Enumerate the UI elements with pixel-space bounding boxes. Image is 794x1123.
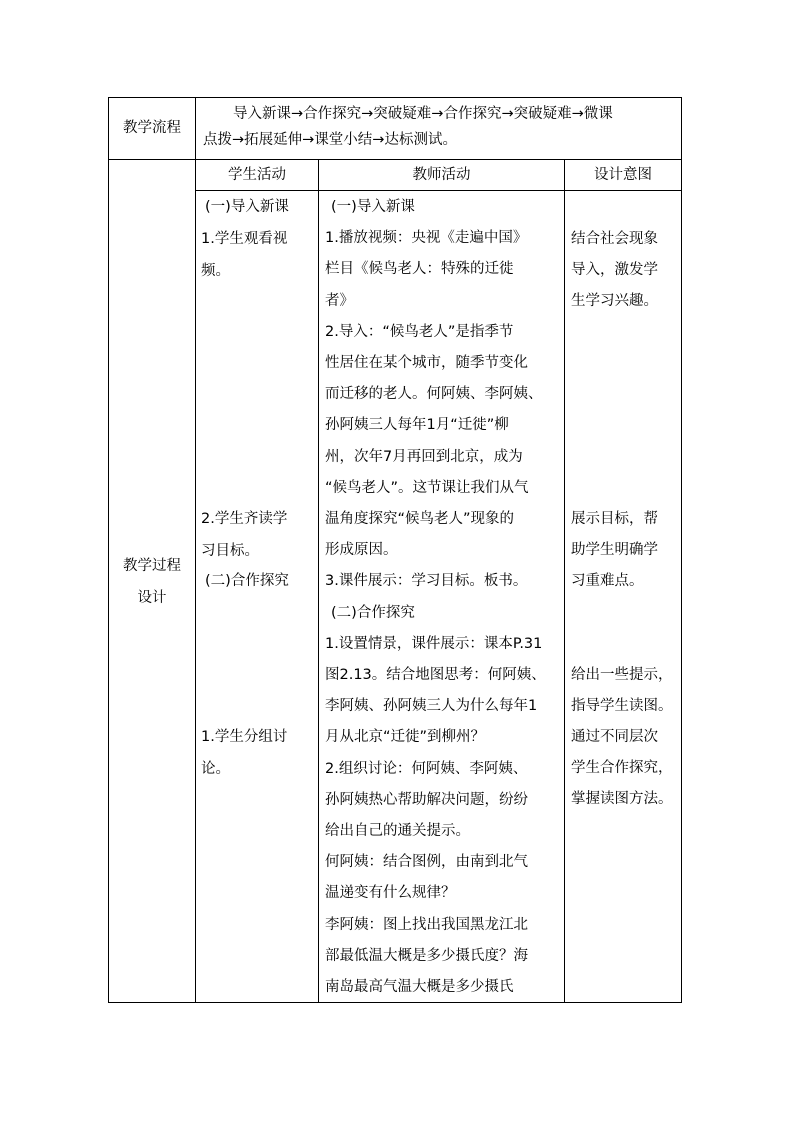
intent-line: 结合社会现象 (571, 231, 658, 247)
student-section-1: (一)导入新课 (205, 199, 289, 215)
teacher-line: 李阿姨：图上找出我国黑龙江北 (325, 917, 528, 933)
header-teacher: 教师活动 (412, 167, 471, 183)
teacher-line: 1.设置情景，课件展示：课本P.31 (325, 636, 543, 652)
student-item-3-line-2: 论。 (201, 761, 230, 777)
teacher-line: (一)导入新课 (331, 199, 415, 215)
process-label-line-1: 教学过程 (123, 558, 181, 574)
student-item-2-line-1: 2.学生齐读学 (201, 511, 288, 527)
teacher-line: 性居住在某个城市，随季节变化 (325, 355, 528, 371)
teacher-line: 温角度探究“候鸟老人”现象的 (325, 511, 515, 527)
student-item-1-line-1: 1.学生观看视 (201, 231, 288, 247)
student-item-1-line-2: 频。 (201, 263, 230, 279)
flow-label: 教学流程 (123, 120, 181, 136)
intent-line: 导入，激发学 (571, 262, 658, 278)
teacher-line: 而迁移的老人。何阿姨、李阿姨、 (325, 386, 543, 402)
teacher-line: 者》 (325, 293, 354, 309)
teacher-line: 3.课件展示：学习目标。板书。 (325, 573, 528, 589)
teacher-line: “候鸟老人”。这节课让我们从气 (325, 480, 529, 496)
process-label-cell (110, 553, 194, 611)
flow-line-2: 点拨→拓展延伸→课堂小结→达标测试。 (203, 132, 457, 148)
teacher-line: 1.播放视频：央视《走遍中国》 (325, 230, 528, 246)
intent-line: 展示目标，帮 (571, 511, 658, 527)
student-section-2: (二)合作探究 (205, 573, 289, 589)
process-label-line-2: 设计 (137, 590, 167, 606)
teacher-line: 温递变有什么规律？ (325, 885, 456, 901)
teacher-line: 南岛最高气温大概是多少摄氏 (325, 979, 514, 995)
teacher-line: 孙阿姨热心帮助解决问题，纷纷 (325, 792, 528, 808)
student-item-3-line-1: 1.学生分组讨 (201, 729, 288, 745)
teacher-line: 月从北京“迁徙”到柳州？ (325, 729, 486, 745)
teacher-line: 何阿姨：结合图例，由南到北气 (325, 854, 528, 870)
teacher-line: 栏目《候鸟老人：特殊的迁徙 (325, 261, 514, 277)
teacher-line: 给出自己的通关提示。 (325, 823, 470, 839)
intent-line: 生学习兴趣。 (571, 293, 658, 309)
teacher-line: (二)合作探究 (331, 605, 415, 621)
student-item-2-line-2: 习目标。 (201, 543, 259, 559)
intent-group-2 (571, 506, 681, 599)
teacher-line: 孙阿姨三人每年1月“迁徙”柳 (325, 417, 509, 433)
teacher-line: 州，次年7月再回到北京，成为 (325, 449, 523, 465)
intent-group-3 (571, 662, 681, 817)
teacher-line: 李阿姨、孙阿姨三人为什么每年1 (325, 698, 538, 714)
intent-line: 通过不同层次 (571, 729, 658, 745)
flow-line-1: 导入新课→合作探究→突破疑难→合作探究→突破疑难→微课 (233, 106, 613, 122)
intent-line: 习重难点。 (571, 573, 644, 589)
teacher-line: 图2.13。结合地图思考：何阿姨、 (325, 667, 546, 683)
teacher-line: 形成原因。 (325, 542, 398, 558)
teacher-line: 部最低温大概是多少摄氏度？海 (325, 948, 528, 964)
flow-label-cell (110, 115, 194, 141)
header-student: 学生活动 (228, 167, 286, 183)
intent-line: 给出一些提示， (571, 667, 673, 683)
intent-line: 助学生明确学 (571, 542, 658, 558)
intent-group-1 (571, 226, 681, 319)
intent-line: 指导学生读图。 (571, 698, 673, 714)
flow-content-cell (203, 101, 678, 153)
teacher-line: 2.组织讨论：何阿姨、李阿姨、 (325, 761, 528, 777)
intent-line: 掌握读图方法。 (571, 791, 673, 807)
header-intent: 设计意图 (594, 167, 652, 183)
teacher-line: 2.导入：“候鸟老人”是指季节 (325, 324, 514, 340)
intent-line: 学生合作探究， (571, 760, 673, 776)
